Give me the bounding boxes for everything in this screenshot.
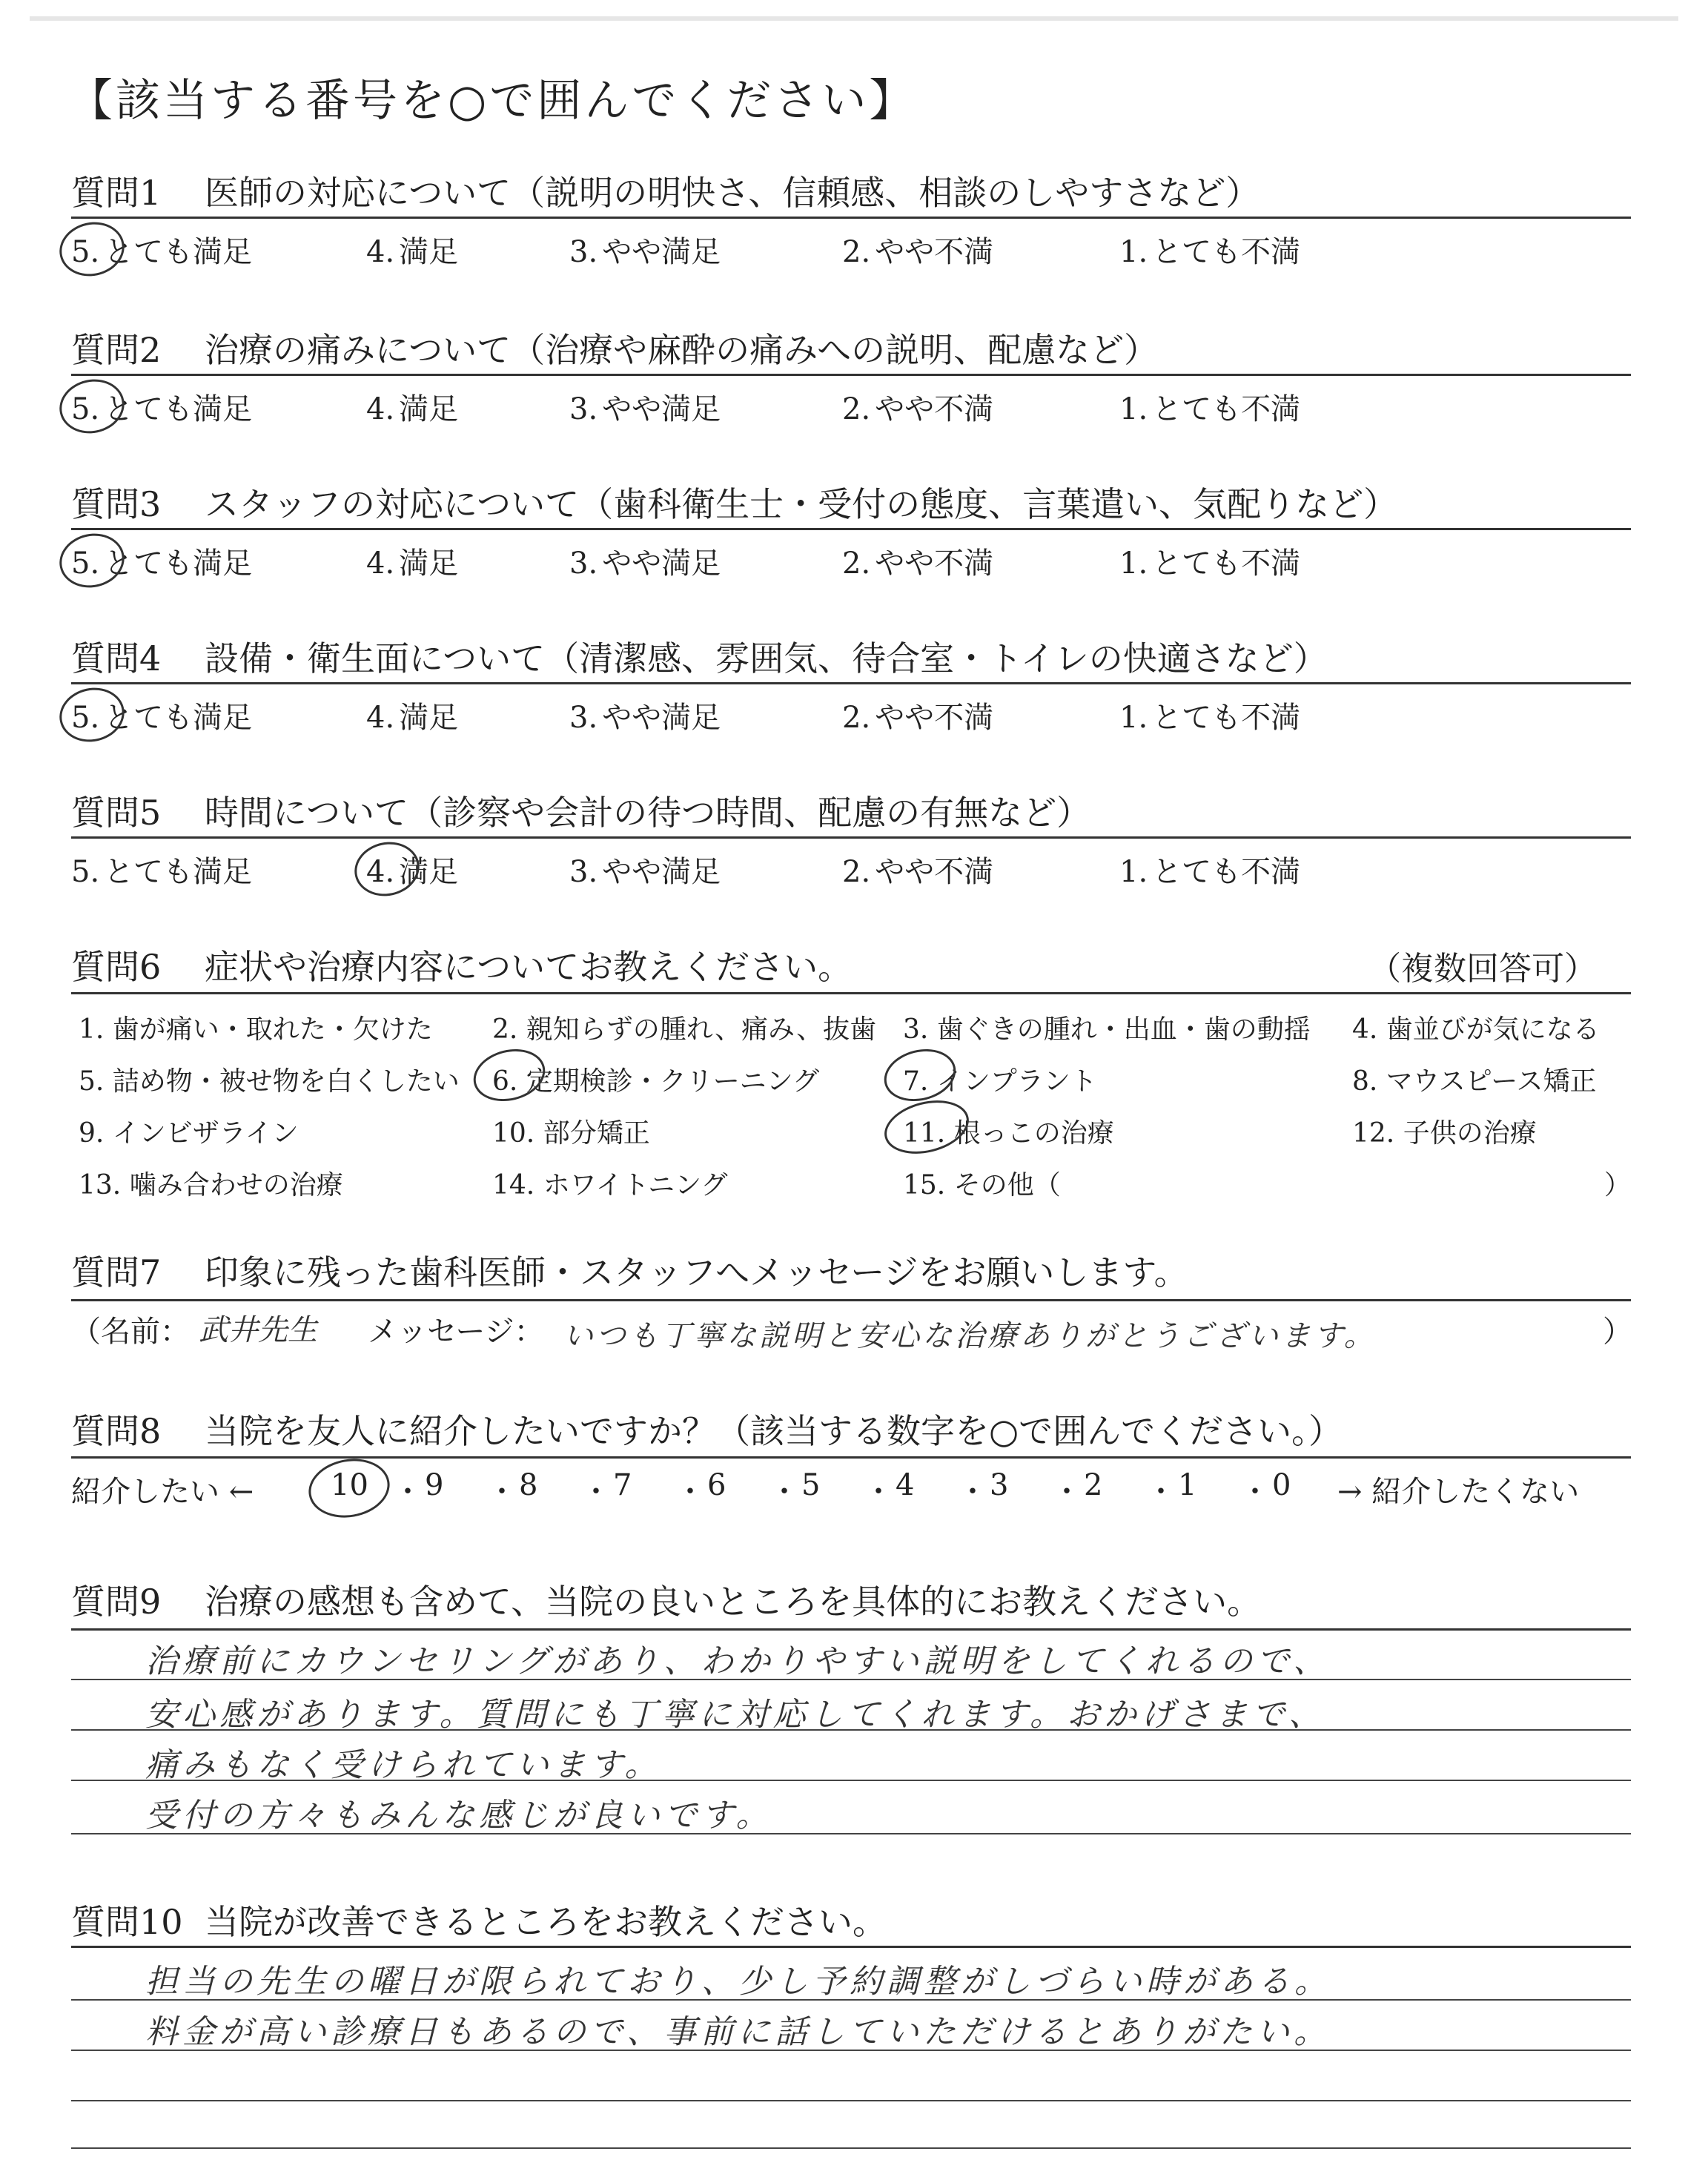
q9-answer-line: 受付の方々もみんな感じが良いです。 xyxy=(145,1797,773,1834)
option-number: 1. xyxy=(1119,855,1148,889)
q8-scale-value[interactable]: 3 xyxy=(990,1468,1009,1502)
option-number: 2. xyxy=(842,546,871,581)
option-label: とても満足 xyxy=(104,392,253,426)
option-label: とても満足 xyxy=(104,235,253,269)
q1-option-1[interactable] xyxy=(1119,228,1300,271)
q8-scale-value[interactable]: 7 xyxy=(613,1468,632,1502)
q8-scale-separator: ・ xyxy=(958,1475,987,1509)
q8-scale-value[interactable]: 10 xyxy=(331,1468,368,1502)
q10-text: 当院が改善できるところをお教えください。 xyxy=(205,1902,887,1942)
q8-left-label: 紹介したい ← xyxy=(71,1475,254,1509)
q8-scale-separator: ・ xyxy=(1052,1475,1082,1509)
q10-number: 質問10 xyxy=(71,1902,183,1942)
q8-scale-separator: ・ xyxy=(581,1475,611,1509)
q6-option[interactable]: 7. インプラント xyxy=(903,1066,1097,1097)
q6-option[interactable]: 8. マウスピース矯正 xyxy=(1352,1066,1597,1097)
q6-option[interactable]: 6. 定期検診・クリーニング xyxy=(492,1066,820,1097)
option-label: やや不満 xyxy=(875,855,994,889)
q8-scale-separator: ・ xyxy=(675,1475,705,1509)
option-label: とても不満 xyxy=(1152,855,1301,889)
q5-option-5[interactable] xyxy=(71,848,252,891)
q10-line xyxy=(71,2147,1631,2149)
option-number: 4. xyxy=(366,701,395,735)
q2-option-1[interactable] xyxy=(1119,386,1300,428)
q8-text: 当院を友人に紹介したいですか？（該当する数字を○で囲んでください。） xyxy=(205,1411,1343,1451)
q6-option[interactable]: 4. 歯並びが気になる xyxy=(1352,1014,1600,1045)
q10-line xyxy=(71,2100,1631,2101)
q6-option[interactable]: ） xyxy=(1604,1170,1632,1200)
q7-rule xyxy=(71,1299,1631,1301)
option-number: 2. xyxy=(842,392,871,426)
option-label: やや満足 xyxy=(602,392,721,426)
option-number: 1. xyxy=(1119,392,1148,426)
hand-circle-mark xyxy=(468,1042,551,1109)
q2-heading xyxy=(71,323,1158,372)
option-number: 4. xyxy=(366,392,395,426)
page-title: 【該当する番号を○で囲んでください】 xyxy=(68,75,917,127)
q7-text: 印象に残った歯科医師・スタッフへメッセージをお願いします。 xyxy=(205,1252,1188,1292)
option-label: とても満足 xyxy=(104,855,253,889)
q5-option-1[interactable] xyxy=(1119,848,1300,891)
q6-option[interactable]: 2. 親知らずの腫れ、痛み、抜歯 xyxy=(492,1014,877,1045)
q6-option[interactable]: 13. 噛み合わせの治療 xyxy=(79,1170,343,1200)
q7-message-label: メッセージ： xyxy=(368,1315,544,1349)
q3-text: スタッフの対応について（歯科衛生士・受付の態度、言葉遣い、気配りなど） xyxy=(205,484,1398,524)
q8-scale-value[interactable]: 2 xyxy=(1084,1468,1103,1502)
option-label: やや満足 xyxy=(602,701,721,735)
q4-heading xyxy=(71,632,1328,681)
option-label: やや満足 xyxy=(602,546,721,581)
q9-text: 治療の感想も含めて、当院の良いところを具体的にお教えください。 xyxy=(205,1582,1262,1622)
option-label: 満足 xyxy=(399,235,459,269)
q1-option-2[interactable] xyxy=(842,228,993,271)
q3-number: 質問3 xyxy=(71,484,162,524)
option-number: 5. xyxy=(71,546,100,581)
option-number: 2. xyxy=(842,235,871,269)
option-label: とても不満 xyxy=(1152,235,1301,269)
q10-answer-line: 料金が高い診療日もあるので、事前に話していただけるとありがたい。 xyxy=(145,2013,1331,2051)
q6-option[interactable]: 9. インビザライン xyxy=(79,1118,299,1149)
q7-number: 質問7 xyxy=(71,1252,162,1292)
option-number: 4. xyxy=(366,546,395,581)
q8-scale-separator: ・ xyxy=(769,1475,799,1509)
q8-scale-value[interactable]: 1 xyxy=(1178,1468,1197,1502)
option-number: 2. xyxy=(842,855,871,889)
q9-answer-line: 安心感があります。質問にも丁寧に対応してくれます。おかげさまで、 xyxy=(145,1696,1326,1734)
option-number: 4. xyxy=(366,855,395,889)
q5-rule xyxy=(71,836,1631,839)
q8-number: 質問8 xyxy=(71,1411,162,1451)
option-label: とても満足 xyxy=(104,701,253,735)
q1-rule xyxy=(71,217,1631,219)
option-label: やや不満 xyxy=(875,701,994,735)
q4-option-2[interactable] xyxy=(842,694,993,736)
q5-option-2[interactable] xyxy=(842,848,993,891)
q6-option[interactable]: 15. その他（ xyxy=(903,1170,1061,1200)
q3-option-2[interactable] xyxy=(842,540,993,582)
q2-option-3[interactable] xyxy=(569,386,721,428)
option-number: 2. xyxy=(842,701,871,735)
q1-number: 質問1 xyxy=(71,173,162,213)
q6-option[interactable]: 11. 根っこの治療 xyxy=(903,1118,1114,1149)
q4-option-4[interactable] xyxy=(366,694,458,736)
q4-option-1[interactable] xyxy=(1119,694,1300,736)
q1-option-3[interactable] xyxy=(569,228,721,271)
hand-circle-mark xyxy=(304,1453,394,1524)
q8-scale-value[interactable]: 6 xyxy=(707,1468,726,1502)
q5-option-3[interactable] xyxy=(569,848,721,891)
option-number: 5. xyxy=(71,855,100,889)
option-label: やや満足 xyxy=(602,235,721,269)
option-number: 3. xyxy=(569,701,598,735)
hand-circle-mark xyxy=(54,682,129,748)
option-label: 満足 xyxy=(399,546,459,581)
option-label: 満足 xyxy=(399,701,459,735)
q10-heading xyxy=(71,1895,887,1944)
q8-rule xyxy=(71,1456,1631,1459)
q2-rule xyxy=(71,374,1631,376)
q7-heading xyxy=(71,1246,1188,1295)
q6-heading xyxy=(71,940,852,989)
q10-answer-line: 担当の先生の曜日が限られており、少し予約調整がしづらい時がある。 xyxy=(145,1963,1331,2001)
option-number: 5. xyxy=(71,235,100,269)
q2-number: 質問2 xyxy=(71,330,162,370)
q7-name-label: （名前： xyxy=(71,1315,190,1349)
hand-circle-mark xyxy=(878,1042,961,1109)
q8-scale-separator: ・ xyxy=(487,1475,517,1509)
option-number: 1. xyxy=(1119,701,1148,735)
q6-multiple-note: （複数回答可） xyxy=(1368,950,1597,988)
q1-heading xyxy=(71,166,1260,215)
q9-answer-line: 痛みもなく受けられています。 xyxy=(145,1746,662,1784)
option-number: 3. xyxy=(569,855,598,889)
q4-option-3[interactable] xyxy=(569,694,721,736)
option-label: とても満足 xyxy=(104,546,253,581)
q8-scale-value[interactable]: 5 xyxy=(801,1468,821,1502)
q6-number: 質問6 xyxy=(71,947,162,987)
hand-circle-mark xyxy=(54,528,129,594)
q4-rule xyxy=(71,682,1631,684)
q4-number: 質問4 xyxy=(71,638,162,678)
q8-scale-value[interactable]: 8 xyxy=(519,1468,538,1502)
option-number: 1. xyxy=(1119,546,1148,581)
q6-option[interactable]: 14. ホワイトニング xyxy=(492,1170,728,1200)
q6-text: 症状や治療内容についてお教えください。 xyxy=(205,947,853,987)
q1-text: 医師の対応について（説明の明快さ、信頼感、相談のしやすさなど） xyxy=(205,173,1260,213)
q8-heading xyxy=(71,1404,1343,1453)
q2-text: 治療の痛みについて（治療や麻酔の痛みへの説明、配慮など） xyxy=(205,330,1159,370)
q5-heading xyxy=(71,786,1090,835)
q6-option[interactable]: 3. 歯ぐきの腫れ・出血・歯の動揺 xyxy=(903,1014,1311,1045)
option-number: 3. xyxy=(569,546,598,581)
q6-option[interactable]: 5. 詰め物・被せ物を白くしたい xyxy=(79,1066,460,1097)
q8-scale-value[interactable]: 4 xyxy=(896,1468,915,1502)
q10-rule xyxy=(71,1946,1631,1948)
q9-number: 質問9 xyxy=(71,1582,162,1622)
option-label: やや不満 xyxy=(875,392,994,426)
q2-option-4[interactable] xyxy=(366,386,458,428)
q5-number: 質問5 xyxy=(71,793,162,833)
q9-heading xyxy=(71,1575,1261,1624)
scan-edge xyxy=(30,16,1678,21)
q3-option-3[interactable] xyxy=(569,540,721,582)
option-number: 4. xyxy=(366,235,395,269)
q9-answer-line: 治療前にカウンセリングがあり、わかりやすい説明をしてくれるので、 xyxy=(145,1642,1331,1680)
q7-message-value: いつも丁寧な説明と安心な治療ありがとうございます。 xyxy=(563,1319,1377,1353)
q8-scale-value[interactable]: 0 xyxy=(1272,1468,1291,1502)
q1-option-4[interactable] xyxy=(366,228,458,271)
q6-option[interactable]: 12. 子供の治療 xyxy=(1352,1118,1537,1149)
hand-circle-mark xyxy=(349,836,424,902)
q2-option-2[interactable] xyxy=(842,386,993,428)
option-number: 3. xyxy=(569,235,598,269)
option-label: 満足 xyxy=(399,855,459,889)
hand-circle-mark xyxy=(54,217,129,283)
q6-option[interactable]: 10. 部分矯正 xyxy=(492,1118,650,1149)
q3-heading xyxy=(71,478,1397,526)
option-label: 満足 xyxy=(399,392,459,426)
q8-scale-separator: ・ xyxy=(864,1475,893,1509)
option-number: 5. xyxy=(71,392,100,426)
q7-name-value: 武井先生 xyxy=(199,1313,317,1347)
q3-option-4[interactable] xyxy=(366,540,458,582)
option-label: やや不満 xyxy=(875,235,994,269)
option-label: とても不満 xyxy=(1152,546,1301,581)
option-label: とても不満 xyxy=(1152,392,1301,426)
hand-circle-mark xyxy=(54,374,129,440)
hand-circle-mark xyxy=(878,1092,974,1162)
q5-text: 時間について（診察や会計の待つ時間、配慮の有無など） xyxy=(205,793,1091,833)
q8-scale-value[interactable]: 9 xyxy=(425,1468,444,1502)
q6-option[interactable]: 1. 歯が痛い・取れた・欠けた xyxy=(79,1014,433,1045)
option-number: 5. xyxy=(71,701,100,735)
q9-rule xyxy=(71,1628,1631,1631)
q6-rule xyxy=(71,992,1631,994)
option-label: やや不満 xyxy=(875,546,994,581)
option-number: 1. xyxy=(1119,235,1148,269)
q7-close-paren: ） xyxy=(1603,1315,1632,1349)
option-label: とても不満 xyxy=(1152,701,1301,735)
q3-rule xyxy=(71,528,1631,530)
q4-text: 設備・衛生面について（清潔感、雰囲気、待合室・トイレの快適さなど） xyxy=(205,638,1328,678)
q3-option-1[interactable] xyxy=(1119,540,1300,582)
q8-right-label: → 紹介したくない xyxy=(1337,1475,1580,1509)
option-number: 3. xyxy=(569,392,598,426)
q8-scale-separator: ・ xyxy=(393,1475,423,1509)
q8-scale-separator: ・ xyxy=(1146,1475,1176,1509)
option-label: やや満足 xyxy=(602,855,721,889)
q8-scale-separator: ・ xyxy=(1240,1475,1270,1509)
